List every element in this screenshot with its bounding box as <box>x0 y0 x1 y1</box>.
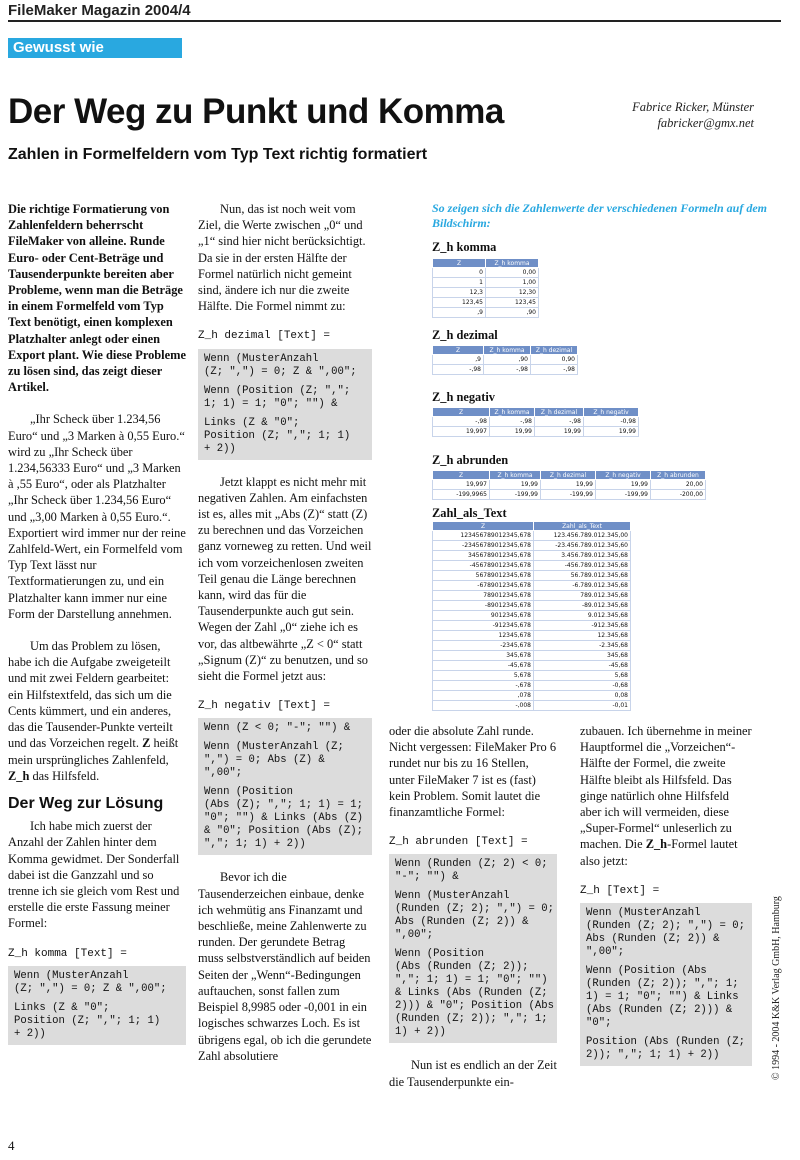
table-row <box>433 581 631 591</box>
code-line: Wenn (MusterAnzahl (Z; ",") = 0; Abs (Z) & ",00"; <box>204 741 344 780</box>
table-row <box>433 355 578 365</box>
table-cell: -2345,678 <box>433 641 534 651</box>
paragraph: Ich habe mich zuerst der Anzahl der Zahlen hinter dem Komma gewidmet. Der Sonderfall dabei ist die Ganzzahl und so trenne ich sie gleich vom Rest und erstelle die erste Fassung meiner Formel: <box>8 819 180 931</box>
code-line: Wenn (Runden (Z; 2) < 0; "-"; "") & <box>395 858 548 884</box>
table-cell: 0,08 <box>534 691 631 701</box>
table-row <box>433 611 631 621</box>
table-cell: 12.345,68 <box>534 631 631 641</box>
table-row <box>433 541 631 551</box>
code-line: Links (Z & "0"; Position (Z; ","; 1; 1) + 2)) <box>204 416 351 455</box>
table-cell: 9012345,678 <box>433 611 534 621</box>
result-table-zahl-als-text <box>432 521 631 711</box>
table-cell: -23456789012345,678 <box>433 541 534 551</box>
table-label: Z_h komma <box>432 240 497 254</box>
table-cell: -,98 <box>433 365 484 375</box>
table-cell: -89.012.345,68 <box>534 601 631 611</box>
table-row <box>433 417 639 427</box>
table-cell: 12,30 <box>486 288 539 298</box>
code-block <box>580 903 752 1066</box>
table-cell: ,9 <box>433 355 484 365</box>
paragraph: oder die absolute Zahl runde. Nicht vergessen: FileMaker Pro 6 rundet nur bis zu 16 Stellen, unter FileMaker 7 ist es (fast) kein Problem. Somit lautet die finanzamtliche Formel: <box>389 724 557 820</box>
table-cell: -,98 <box>535 417 584 427</box>
table-cell: 789.012.345,68 <box>534 591 631 601</box>
column-header: Z <box>433 471 490 480</box>
table-cell: 9.012.345,68 <box>534 611 631 621</box>
table-label: Z_h dezimal <box>432 328 498 342</box>
table-cell: -,98 <box>433 417 490 427</box>
table-cell: 56.789.012.345,68 <box>534 571 631 581</box>
table-row <box>433 691 631 701</box>
magazine-title: FileMaker Magazin 2004/4 <box>8 2 191 19</box>
table-cell: 0 <box>433 268 486 278</box>
table-label: Z_h negativ <box>432 390 495 404</box>
table-cell: -,98 <box>490 417 535 427</box>
column-header: Z <box>433 346 484 355</box>
code-line: Wenn (Position (Abs (Runden (Z; 2)); ","; 1; 1) = 1; "0"; "") & Links (Abs (Runden (Z; 2))) & "0"; Position (Abs (Runden (Z; 2)); ","; 1; 1) + 2)) <box>395 948 554 1039</box>
result-table-negativ <box>432 407 639 437</box>
table-label: Z_h abrunden <box>432 453 509 467</box>
table-cell: 0,00 <box>486 268 539 278</box>
table-cell: 19,99 <box>535 427 584 437</box>
table-cell: -45,68 <box>534 661 631 671</box>
table-row <box>433 480 706 490</box>
table-label: Zahl_als_Text <box>432 506 507 520</box>
table-header-row <box>433 259 539 268</box>
table-cell: -89012345,678 <box>433 601 534 611</box>
column-header: Z_h komma <box>484 346 531 355</box>
code-block <box>198 718 372 855</box>
table-cell: ,9 <box>433 308 486 318</box>
table-row <box>433 571 631 581</box>
table-cell: -199,9965 <box>433 490 490 500</box>
column-header: Zahl_als_Text <box>534 522 631 531</box>
code-line: Wenn (Position (Z; ","; 1; 1) = 1; "0"; "") & <box>204 384 351 410</box>
table-row <box>433 298 539 308</box>
table-row <box>433 601 631 611</box>
table-row <box>433 671 631 681</box>
column-header: Z_h dezimal <box>535 408 584 417</box>
paragraph: Bevor ich die Tausenderzeichen einbaue, denke ich wehmütig ans Finanzamt und beschließe, meine Zahlenwerte zu runden. Der gerundete Betrag muss selbstverständlich auf beiden Seiten der „Wenn“-Bedingungen auftauchen, sonst fallen zum Beispiel 8,9985 oder -0,001 in ein logisches schwarzes Loch. Es ist übrigens egal, ob ich die gerundete Zahl absolutiere <box>198 870 372 1063</box>
table-row <box>433 268 539 278</box>
table-cell: 345,68 <box>534 651 631 661</box>
table-cell: -23.456.789.012.345,60 <box>534 541 631 551</box>
table-cell: -,98 <box>484 365 531 375</box>
table-cell: -0,01 <box>534 701 631 711</box>
table-cell: ,90 <box>484 355 531 365</box>
table-cell: 20,00 <box>651 480 706 490</box>
table-cell: -0,68 <box>534 681 631 691</box>
code-label: Z_h [Text] = <box>580 884 660 897</box>
table-cell: 3456789012345,678 <box>433 551 534 561</box>
table-cell: 12345,678 <box>433 631 534 641</box>
table-cell: -2.345,68 <box>534 641 631 651</box>
table-cell: -6.789.012.345,68 <box>534 581 631 591</box>
field-name-zh: Z_h <box>645 837 668 852</box>
code-line: Wenn (MusterAnzahl (Runden (Z; 2); ",") = 0; Abs (Runden (Z; 2)) & ",00"; <box>395 890 554 942</box>
table-cell: 19,99 <box>541 480 596 490</box>
table-cell: 56789012345,678 <box>433 571 534 581</box>
code-line: Wenn (Position (Abs (Z); ","; 1; 1) = 1; "0"; "") & Links (Abs (Z) & "0"; Position (Abs (Z); ","; 1; 1) + 2)) <box>204 786 363 851</box>
table-cell: -200,00 <box>651 490 706 500</box>
table-cell: 19,997 <box>433 480 490 490</box>
table-cell: 789012345,678 <box>433 591 534 601</box>
table-row <box>433 591 631 601</box>
table-row <box>433 631 631 641</box>
table-cell: 123,45 <box>486 298 539 308</box>
table-cell: -,98 <box>531 365 578 375</box>
table-cell: 19,997 <box>433 427 490 437</box>
table-header-row <box>433 408 639 417</box>
table-cell: -6789012345,678 <box>433 581 534 591</box>
code-line: Wenn (MusterAnzahl (Z; ",") = 0; Z & ",00"; <box>14 969 167 995</box>
table-cell: 1 <box>433 278 486 288</box>
table-cell: -45,678 <box>433 661 534 671</box>
table-row <box>433 531 631 541</box>
code-line: Position (Abs (Runden (Z; 2)); ","; 1; 1) + 2)) <box>586 1036 745 1062</box>
table-cell: 3.456.789.012.345,68 <box>534 551 631 561</box>
result-table-abrunden <box>432 470 706 500</box>
column-1 <box>8 201 186 1059</box>
table-cell: 123.456.789.012.345,00 <box>534 531 631 541</box>
table-row <box>433 278 539 288</box>
page-title: Der Weg zu Punkt und Komma <box>8 92 504 131</box>
copyright-notice: © 1994 - 2004 K&K Verlag GmbH, Hamburg <box>771 896 782 1080</box>
table-cell: 19,99 <box>584 427 639 437</box>
lead-paragraph: Die richtige Formatierung von Zahlenfeldern beherrscht FileMaker von alleine. Runde Euro- oder Cent-Beträge und Tausenderpunkte bereiten aber Probleme, wenn man die Beträge in einem Formelfeld vom Typ Text benötigt, einen komplexen Platzhalter anlegt oder einen Export plant. Wie diese Probleme zu lösen sind, das zeigt dieser Artikel. <box>8 202 186 395</box>
field-name-zh: Z_h <box>8 768 30 783</box>
table-row <box>433 427 639 437</box>
column-header: Z <box>433 408 490 417</box>
table-cell: -912.345,68 <box>534 621 631 631</box>
section-label: Gewusst wie <box>8 38 182 58</box>
table-cell: -199,99 <box>490 490 541 500</box>
table-cell: 5,678 <box>433 671 534 681</box>
code-line: Links (Z & "0"; Position (Z; ","; 1; 1) + 2)) <box>14 1001 161 1040</box>
figure-caption: So zeigen sich die Zahlenwerte der verschiedenen Formeln auf dem Bildschirm: <box>432 201 767 230</box>
table-cell: 123456789012345,678 <box>433 531 534 541</box>
code-line: Wenn (Z < 0; "-"; "") & <box>204 722 351 735</box>
column-header: Z_h komma <box>490 408 535 417</box>
table-cell: 19,99 <box>596 480 651 490</box>
author-email[interactable]: fabricker@gmx.net <box>657 116 754 130</box>
paragraph: „Ihr Scheck über 1.234,56 Euro“ und „3 Marken à 0,55 Euro.“ wird zu „Ihr Scheck über 1.234,56333 Euro“ und „3 Marken à ,55 Euro“, oder als Platzhalter „Ihr Scheck über 1.234,56 Euro“ und „3,00 Marken à 0,55 Euro.“. Exportiert wird immer nur der reine Zahlfeld-Wert, ein Formelfeld vom Typ Text lässt nur Textformatierungen zu, und ein Platzhalter kann immer nur eine Form der Darstellung annehmen. <box>8 412 186 621</box>
column-header: Z <box>433 522 534 531</box>
table-row <box>433 661 631 671</box>
table-cell: -0,98 <box>584 417 639 427</box>
column-header: Z_h abrunden <box>651 471 706 480</box>
paragraph: Um das Problem zu lösen, habe ich die Aufgabe zweigeteilt und mit zwei Feldern gearbeitet: ein Hilfstextfeld, das sich um die Cents kümmert, und ein anderes, das die Tausender-Punkte verteilt und das Vorzeichen regelt. Z heißt mein ursprüngliches Zahlenfeld, Z_h das Hilfsfeld. <box>8 639 179 783</box>
table-header-row <box>433 346 578 355</box>
result-table-dezimal <box>432 345 578 375</box>
table-header-row <box>433 522 631 531</box>
code-block <box>8 966 186 1045</box>
section-heading: Der Weg zur Lösung <box>8 794 164 812</box>
code-line: Wenn (MusterAnzahl (Z; ",") = 0; Z & ",00"; <box>204 352 357 378</box>
table-cell: 0,90 <box>531 355 578 365</box>
page-number: 4 <box>8 1138 15 1153</box>
result-table-komma <box>432 258 539 318</box>
table-cell: 19,99 <box>490 427 535 437</box>
table-cell: -,678 <box>433 681 534 691</box>
subtitle: Zahlen in Formelfeldern vom Typ Text richtig formatiert <box>8 146 428 163</box>
column-3 <box>389 723 557 1090</box>
table-row <box>433 288 539 298</box>
column-header: Z_h negativ <box>584 408 639 417</box>
table-row <box>433 681 631 691</box>
author-name: Fabrice Ricker, Münster <box>632 100 754 114</box>
table-cell: -199,99 <box>541 490 596 500</box>
paragraph: zubauen. Ich übernehme in meiner Hauptformel die „Vorzeichen“-Hälfte der Formel, die zweite Hälfte bleibt als Hilfsfeld. Das ginge natürlich ohne Hilfsfeld aber ich will vermeiden, diese „Super-Formel“ unleserlich zu machen. Die Z_h-Formel lautet also jetzt: <box>580 724 752 868</box>
table-cell: 12,3 <box>433 288 486 298</box>
column-header: Z_h dezimal <box>541 471 596 480</box>
table-cell: -456789012345,678 <box>433 561 534 571</box>
table-row <box>433 490 706 500</box>
table-cell: 1,00 <box>486 278 539 288</box>
column-header: Z_h komma <box>486 259 539 268</box>
column-header: Z <box>433 259 486 268</box>
table-cell: ,90 <box>486 308 539 318</box>
table-row <box>433 551 631 561</box>
table-cell: 123,45 <box>433 298 486 308</box>
table-cell: 5,68 <box>534 671 631 681</box>
column-header: Z_h dezimal <box>531 346 578 355</box>
code-line: Wenn (MusterAnzahl (Runden (Z; 2); ",") = 0; Abs (Runden (Z; 2)) & ",00"; <box>586 907 745 959</box>
table-cell: -199,99 <box>596 490 651 500</box>
table-cell: -456.789.012.345,68 <box>534 561 631 571</box>
table-row <box>433 561 631 571</box>
table-row <box>433 621 631 631</box>
code-line: Wenn (Position (Abs (Runden (Z; 2)); ","; 1; 1) = 1; "0"; "") & Links (Abs (Runden (Z; 2))) & "0"; <box>586 965 739 1030</box>
paragraph: Nun, das ist noch weit vom Ziel, die Werte zwischen „0“ und „1“ sind hier nicht berücksichtigt. Da sie in der ersten Hälfte der Formel natürlich nicht gemeint sind, ändere ich nur die zweite Hälfte. Die Formel nimmt zu: <box>198 202 366 314</box>
table-row <box>433 651 631 661</box>
table-cell: 345,678 <box>433 651 534 661</box>
code-label: Z_h komma [Text] = <box>8 947 127 960</box>
paragraph: Nun ist es endlich an der Zeit die Tausenderpunkte ein- <box>389 1058 557 1089</box>
table-row <box>433 701 631 711</box>
code-block <box>389 854 557 1043</box>
field-name-z: Z <box>142 736 151 751</box>
table-cell: -912345,678 <box>433 621 534 631</box>
code-label: Z_h abrunden [Text] = <box>389 836 528 849</box>
column-header: Z_h negativ <box>596 471 651 480</box>
column-4 <box>580 723 752 1080</box>
table-row <box>433 641 631 651</box>
code-label: Z_h dezimal [Text] = <box>198 330 331 343</box>
header-rule <box>8 20 781 22</box>
table-cell: -,008 <box>433 701 534 711</box>
table-header-row <box>433 471 706 480</box>
table-cell: ,078 <box>433 691 534 701</box>
author-block <box>632 99 754 131</box>
table-row <box>433 365 578 375</box>
paragraph: Jetzt klappt es nicht mehr mit negativen Zahlen. Am einfachsten ist es, alles mit „Abs (Z)“ statt (Z) zu berechnen und das Vorzeichen ganz vorneweg zu retten. Und weil ich vom vorzeichenlosen zweiten Teil genau die Länge berechnen kann, wird das für die Tausenderpunkte auch gut sein. Wegen der Zahl „0“ ziehe ich es vor, das altbewährte „Z < 0“ statt „Signum (Z)“ zu benutzen, und so sieht die Formel jetzt aus: <box>198 474 372 684</box>
column-2 <box>198 201 372 1064</box>
code-block <box>198 349 372 460</box>
column-header: Z_h komma <box>490 471 541 480</box>
table-cell: 19,99 <box>490 480 541 490</box>
table-row <box>433 308 539 318</box>
code-label: Z_h negativ [Text] = <box>198 700 331 713</box>
